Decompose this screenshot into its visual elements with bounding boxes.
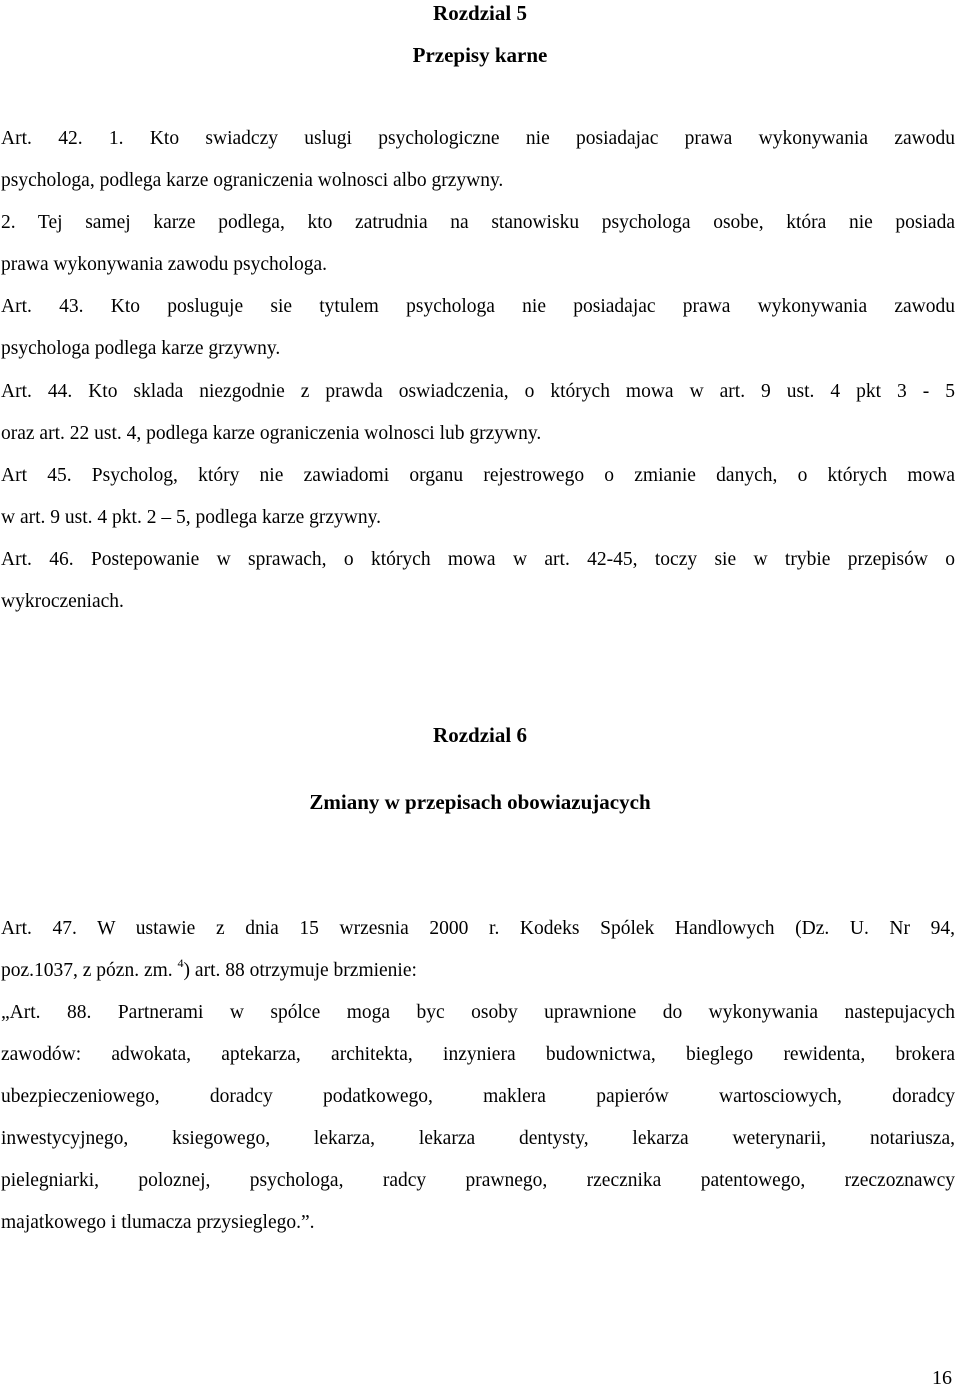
art-47-paragraph <box>1 908 955 992</box>
art-88-line-1: „Art. 88. Partnerami w spólce moga byc osoby uprawnione do wykonywania nastepujacych <box>1 1002 955 1023</box>
art-88-line-2: zawodów: adwokata, aptekarza, architekta, inzyniera budownictwa, bieglego rewidenta, brokera <box>1 1044 955 1065</box>
art-42-line-1: Art. 42. 1. Kto swiadczy uslugi psychologiczne nie posiadajac prawa wykonywania zawodu <box>1 128 955 149</box>
art-42-line-4: prawa wykonywania zawodu psychologa. <box>1 254 327 275</box>
chapter-5-subtitle: Przepisy karne <box>412 43 548 67</box>
chapter-6-title: Rozdzial 6 <box>433 723 527 747</box>
art-46-line-2: wykroczeniach. <box>1 591 124 612</box>
art-47-line-1: Art. 47. W ustawie z dnia 15 wrzesnia 2000 r. Kodeks Spólek Handlowych (Dz. U. Nr 94, <box>1 918 955 939</box>
chapter-5-title: Rozdzial 5 <box>433 1 527 25</box>
art-46-line-1: Art. 46. Postepowanie w sprawach, o których mowa w art. 42-45, toczy sie w trybie przepisów o <box>1 549 955 570</box>
art-43-paragraph <box>1 286 955 370</box>
art-47-line-2-end: ) art. 88 otrzymuje brzmienie: <box>183 960 417 981</box>
art-44-paragraph <box>1 371 955 455</box>
art-42-line-2: psychologa, podlega karze ograniczenia wolnosci albo grzywny. <box>1 170 504 191</box>
art-88-quote-paragraph <box>1 992 955 1244</box>
art-43-line-1: Art. 43. Kto posluguje sie tytulem psychologa nie posiadajac prawa wykonywania zawodu <box>1 296 955 317</box>
art-42-paragraph <box>1 118 955 286</box>
art-45-line-1: Art 45. Psycholog, który nie zawiadomi organu rejestrowego o zmianie danych, o których mowa <box>1 465 955 486</box>
art-88-line-4: inwestycyjnego, ksiegowego, lekarza, lekarza dentysty, lekarza weterynarii, notariusza, <box>1 1128 955 1149</box>
page-number: 16 <box>932 1367 952 1389</box>
art-88-line-6: majatkowego i tlumacza przysieglego.”. <box>1 1212 315 1233</box>
art-44-line-2: oraz art. 22 ust. 4, podlega karze ograniczenia wolnosci lub grzywny. <box>1 423 542 444</box>
art-42-line-3: 2. Tej samej karze podlega, kto zatrudnia na stanowisku psychologa osobe, która nie posiada <box>1 212 955 233</box>
art-45-paragraph <box>1 455 955 539</box>
art-88-line-3: ubezpieczeniowego, doradcy podatkowego, maklera papierów wartosciowych, doradcy <box>1 1086 955 1107</box>
art-88-line-5: pielegniarki, poloznej, psychologa, radcy prawnego, rzecznika patentowego, rzeczoznawcy <box>1 1170 955 1191</box>
art-47-line-2-start: poz.1037, z pózn. zm. <box>1 960 178 981</box>
art-47-line-2 <box>1 950 955 992</box>
chapter-6-subtitle: Zmiany w przepisach obowiazujacych <box>309 790 651 814</box>
footnote-reference: 4 <box>177 956 184 970</box>
art-44-line-1: Art. 44. Kto sklada niezgodnie z prawda oswiadczenia, o których mowa w art. 9 ust. 4 pkt 3 - 5 <box>1 381 955 402</box>
art-45-line-2: w art. 9 ust. 4 pkt. 2 – 5, podlega karze grzywny. <box>1 507 381 528</box>
art-46-paragraph <box>1 539 955 623</box>
art-43-line-2: psychologa podlega karze grzywny. <box>1 338 281 359</box>
